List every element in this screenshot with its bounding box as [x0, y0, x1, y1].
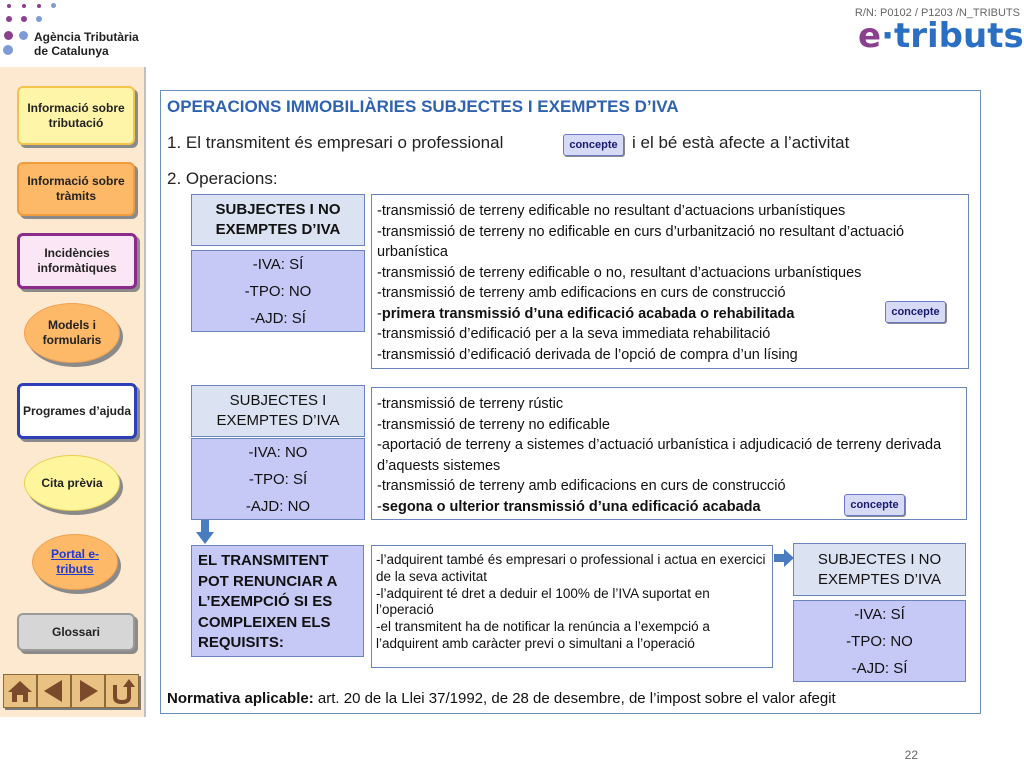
agency-logo	[0, 0, 170, 62]
brand-rest: ·tributs	[881, 16, 1024, 56]
renuncia-box: EL TRANSMITENT POT RENUNCIAR A L’EXEMPCIÓ SI ES COMPLEIXEN ELS REQUISITS:	[191, 545, 364, 657]
section2-tax-iva: -IVA: NO	[248, 444, 308, 461]
section3-tax-iva: -IVA: SÍ	[854, 606, 905, 623]
list-item: -l’adquirent té dret a deduir el 100% de l’IVA suportat en l’operació	[376, 585, 710, 618]
condition-line-2: 2. Operacions:	[167, 169, 278, 188]
list-item: -transmissió de terreny rústic	[377, 396, 564, 412]
etributs-logo	[858, 18, 1024, 54]
list-item: -transmissió de terreny amb edificacions en curs de construcció	[377, 285, 786, 301]
return-icon[interactable]	[105, 674, 139, 708]
section2-header: SUBJECTES I EXEMPTES D’IVA	[191, 385, 365, 437]
arrow-right-connector-icon	[774, 549, 794, 567]
list-item: -transmissió d’edificació per a la seva immediata rehabilitació	[377, 326, 771, 342]
list-item-bold: segona o ulterior transmissió d’una edificació acabada	[381, 498, 761, 515]
list-item: -transmissió de terreny no edificable en curs d’urbanització no resultant d’actuació urbanística	[377, 223, 905, 260]
reference-code: R/N: P0102 / P1203 /N_TRIBUTS	[854, 7, 1020, 19]
section3-taxes	[793, 600, 966, 682]
normativa-text: art. 20 de la Llei 37/1992, de 28 de desembre, de l’impost sobre el valor afegit	[317, 690, 836, 707]
concept-button-2[interactable]: concepte	[885, 301, 946, 323]
concept-button-3[interactable]: concepte	[844, 494, 905, 516]
list-item-bold: primera transmissió d’una edificació acabada o rehabilitada	[381, 305, 795, 322]
arrow-right-icon[interactable]	[71, 674, 105, 708]
section2-tax-ajd: -AJD: NO	[245, 498, 311, 515]
list-item: -l’adquirent també és empresari o professional i actua en exercici de la seva activitat	[376, 552, 766, 584]
nav-models-formularis[interactable]: Models i formularis	[24, 303, 120, 363]
normativa-line	[167, 690, 967, 708]
section3-tax-tpo: -TPO: NO	[846, 633, 913, 650]
normativa-label: Normativa aplicable:	[167, 690, 314, 707]
section1-list	[371, 194, 969, 369]
arrow-down-icon	[196, 520, 214, 544]
list-item: -el transmitent ha de notificar la renúncia a l’exempció a l’adquirent amb caràcter previ o simultani a l’operació	[376, 619, 710, 651]
requisits-list	[371, 545, 773, 668]
arrow-left-icon[interactable]	[37, 674, 71, 708]
section1-tax-tpo: -TPO: NO	[244, 283, 312, 300]
section1-header: SUBJECTES I NO EXEMPTES D’IVA	[191, 194, 365, 246]
section1-tax-iva: -IVA: SÍ	[252, 256, 304, 273]
list-item: -transmissió de terreny edificable no resultant d’actuacions urbanístiques	[377, 203, 846, 219]
section3-header: SUBJECTES I NO EXEMPTES D’IVA	[793, 543, 966, 596]
condition-line-1b: i el bé està afecte a l’activitat	[632, 133, 850, 152]
nav-portal-etributs[interactable]: Portal e-tributs	[32, 534, 118, 590]
page-title: OPERACIONS IMMOBILIÀRIES SUBJECTES I EXEMPTES D’IVA	[167, 97, 679, 116]
list-item: -transmissió de terreny no edificable	[377, 416, 610, 433]
list-item: -segona o ulterior transmissió d’una edificació acabada	[377, 498, 761, 515]
section2-tax-tpo: -TPO: SÍ	[248, 471, 308, 488]
condition-line-1a: 1. El transmitent és empresari o professional	[167, 133, 504, 152]
nav-informacio-tributacio[interactable]: Informació sobre tributació	[17, 86, 135, 145]
nav-programes-ajuda[interactable]: Programes d’ajuda	[17, 383, 137, 439]
nav-informacio-tramits[interactable]: Informació sobre tràmits	[17, 162, 135, 216]
concept-button-1[interactable]: concepte	[563, 134, 624, 156]
list-item: -transmissió de terreny amb edificacions en curs de construcció	[377, 478, 786, 494]
section1-tax-ajd: -AJD: SÍ	[250, 310, 306, 327]
section3-tax-ajd: -AJD: SÍ	[851, 660, 908, 677]
brand-e: e	[858, 16, 882, 56]
section1-taxes	[191, 250, 365, 332]
nav-incidencies-informatiques[interactable]: Incidències informàtiques	[17, 233, 137, 289]
page-number: 22	[904, 748, 918, 762]
list-item: -primera transmissió d’una edificació acabada o rehabilitada	[377, 305, 795, 322]
list-item: -transmissió de terreny edificable o no, resultant d’actuacions urbanístiques	[377, 264, 862, 281]
list-item: -transmissió d’edificació derivada de l’opció de compra d’un lísing	[377, 346, 798, 363]
list-item: -aportació de terreny a sistemes d’actuació urbanística i adjudicació de terreny derivada d’aquests sistemes	[377, 437, 942, 474]
nav-cita-previa[interactable]: Cita prèvia	[24, 455, 120, 511]
agency-name-line1: Agència Tributària	[34, 30, 139, 44]
nav-glossari[interactable]: Glossari	[17, 613, 135, 651]
section2-taxes	[191, 438, 365, 520]
home-icon[interactable]	[3, 674, 37, 708]
agency-name-line2: de Catalunya	[34, 44, 109, 58]
